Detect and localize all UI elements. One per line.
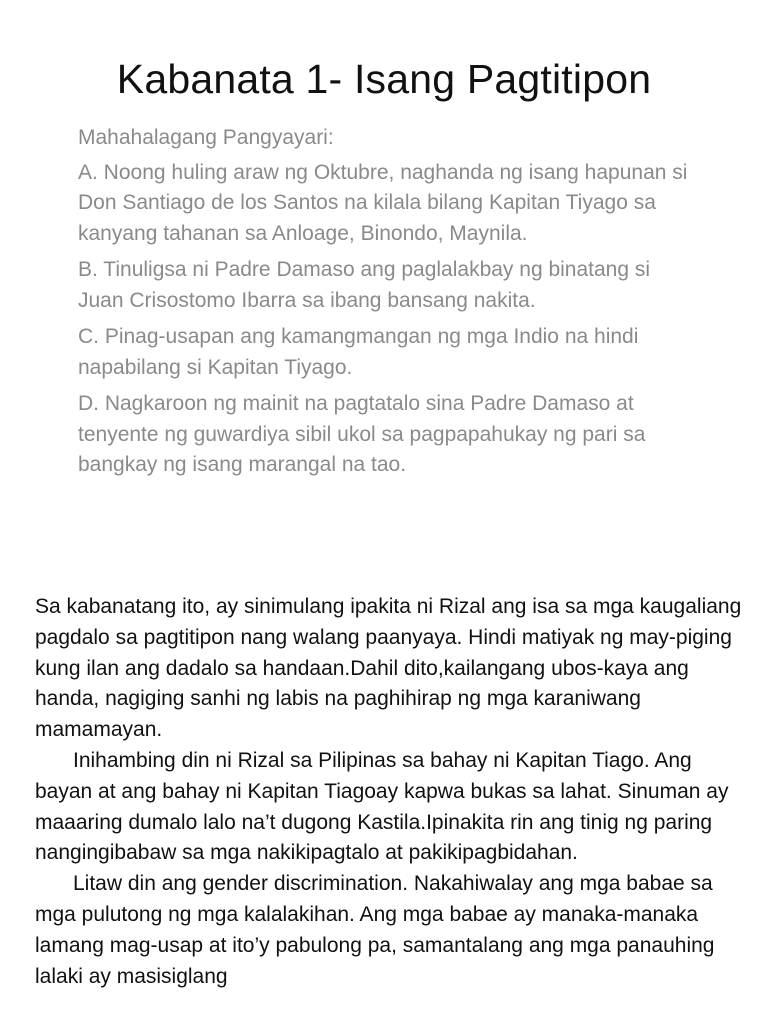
events-heading: Mahahalagang Pangyayari: xyxy=(78,126,334,149)
chapter-summary xyxy=(35,592,747,992)
event-item-a: A. Noong huling araw ng Oktubre, naghanda ng isang hapunan si Don Santiago de los Santos na kilala bilang Kapitan Tiyago sa kanyang tahanan sa Anloage, Binondo, Maynila. xyxy=(78,160,688,245)
event-item-d: D. Nagkaroon ng mainit na pagtatalo sina Padre Damaso at tenyente ng guwardiya sibil ukol sa pagpapahukay ng pari sa bangkay ng isang marangal na tao. xyxy=(78,392,646,476)
summary-paragraph-1: Sa kabanatang ito, ay sinimulang ipakita ni Rizal ang isa sa mga kaugaliang pagdalo sa pagtitipon nang walang paanyaya. Hindi matiyak ng may-piging kung ilan ang dadalo sa handaan.Dahil dito,kailangang ubos-kaya ang handa, nagiging sanhi ng labis na paghihirap ng mga karaniwang mamamayan. xyxy=(35,595,742,742)
important-events-section xyxy=(78,123,698,487)
page-title: Kabanata 1- Isang Pagtitipon xyxy=(116,56,652,102)
summary-paragraph-2: Inihambing din ni Rizal sa Pilipinas sa bahay ni Kapitan Tiago. Ang bayan at ang bahay ni Kapitan Tiagoay kapwa bukas sa lahat. Sinuman ay maaaring dumalo lalo na’t dugong Kastila.Ipinakita rin ang tinig ng paring nangingibabaw sa mga nakikipagtalo at pakikipagbidahan. xyxy=(35,748,729,865)
event-item-b: B. Tinuligsa ni Padre Damaso ang paglalakbay ng binatang si Juan Crisostomo Ibarra sa ibang bansang nakita. xyxy=(78,258,651,312)
event-item-c: C. Pinag-usapan ang kamangmangan ng mga Indio na hindi napabilang si Kapitan Tiyago. xyxy=(78,325,639,379)
summary-paragraph-3: Litaw din ang gender discrimination. Nakahiwalay ang mga babae sa mga pulutong ng mga kalalakihan. Ang mga babae ay manaka-manaka lamang mag-usap at ito’y pabulong pa, samantalang ang mga panauhing lalaki ay masisiglang xyxy=(35,872,715,988)
